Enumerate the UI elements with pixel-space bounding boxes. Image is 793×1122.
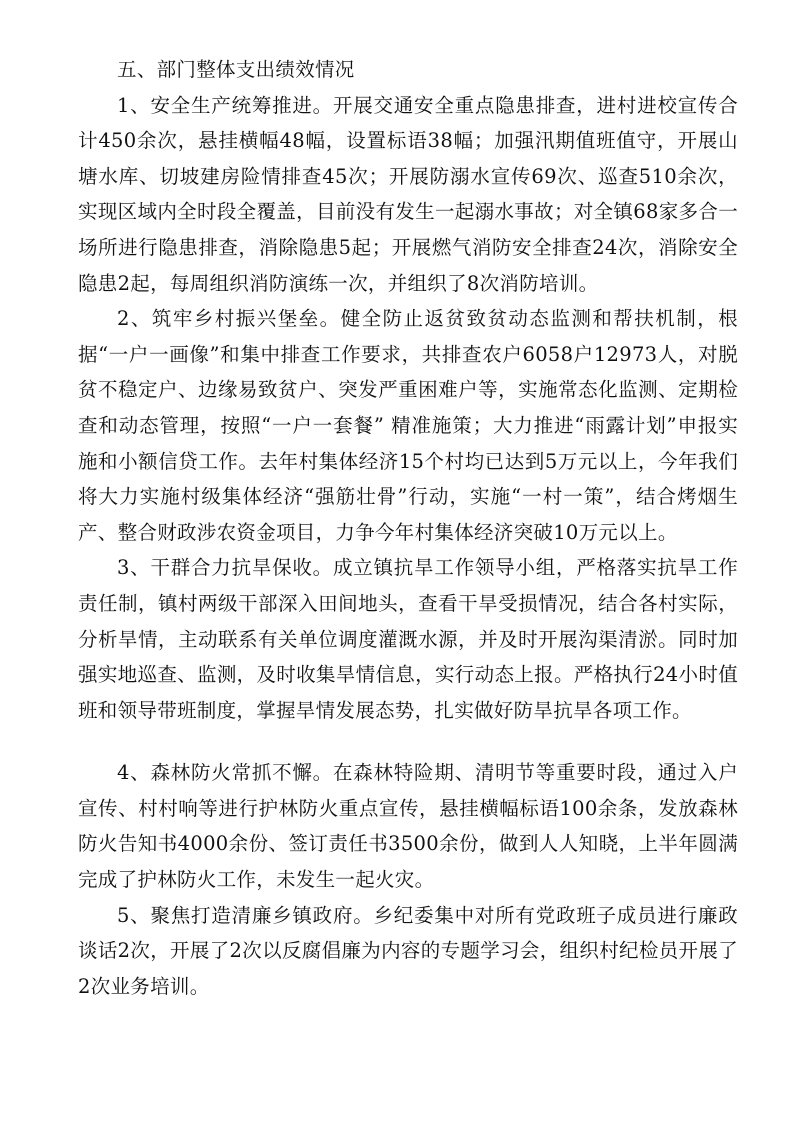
document-body	[78, 52, 738, 1004]
paragraph-spacer	[78, 728, 738, 755]
paragraph-rural-revitalization: 2、筑牢乡村振兴堡垒。健全防止返贫致贫动态监测和帮扶机制，根据“一户一画像”和集中排查工作要求，共排查农户6058户12973人，对脱贫不稳定户、边缘易致贫户、突发严重困难户等，实施常态化监测、定期检查和动态管理，按照“一户一套餐” 精准施策；大力推进“雨露计划”申报实施和小额信贷工作。去年村集体经济15个村均已达到5万元以上，今年我们将大力实施村级集体经济“强筋壮骨”行动，实施“一村一策”，结合烤烟生产、整合财政涉农资金项目，力争今年村集体经济突破10万元以上。	[78, 307, 738, 544]
paragraph-forest-fire-prevention: 4、森林防火常抓不懈。在森林特险期、清明节等重要时段，通过入户宣传、村村响等进行护林防火重点宣传，悬挂横幅标语100余条，发放森林防火告知书4000余份、签订责任书3500余份，做到人人知晓，上半年圆满完成了护林防火工作，未发生一起火灾。	[78, 761, 738, 892]
paragraph-clean-government: 5、聚焦打造清廉乡镇政府。乡纪委集中对所有党政班子成员进行廉政谈话2次，开展了2次以反腐倡廉为内容的专题学习会，组织村纪检员开展了2次业务培训。	[78, 903, 738, 998]
paragraph-safety-production: 1、安全生产统筹推进。开展交通安全重点隐患排查，进村进校宣传合计450余次，悬挂横幅48幅，设置标语38幅；加强汛期值班值守，开展山塘水库、切坡建房险情排查45次；开展防溺水宣传69次、巡查510余次，实现区域内全时段全覆盖，目前没有发生一起溺水事故；对全镇68家多合一场所进行隐患排查，消除隐患5起；开展燃气消防安全排查24次，消除安全隐患2起，每周组织消防演练一次，并组织了8次消防培训。	[78, 93, 738, 295]
paragraph-drought-relief: 3、干群合力抗旱保收。成立镇抗旱工作领导小组，严格落实抗旱工作责任制，镇村两级干部深入田间地头，查看干旱受损情况，结合各村实际，分析旱情，主动联系有关单位调度灌溉水源，并及时开展沟渠清淤。同时加强实地巡查、监测，及时收集旱情信息，实行动态上报。严格执行24小时值班和领导带班制度，掌握旱情发展态势，扎实做好防旱抗旱各项工作。	[78, 556, 738, 722]
section-heading: 五、部门整体支出绩效情况	[117, 58, 355, 81]
